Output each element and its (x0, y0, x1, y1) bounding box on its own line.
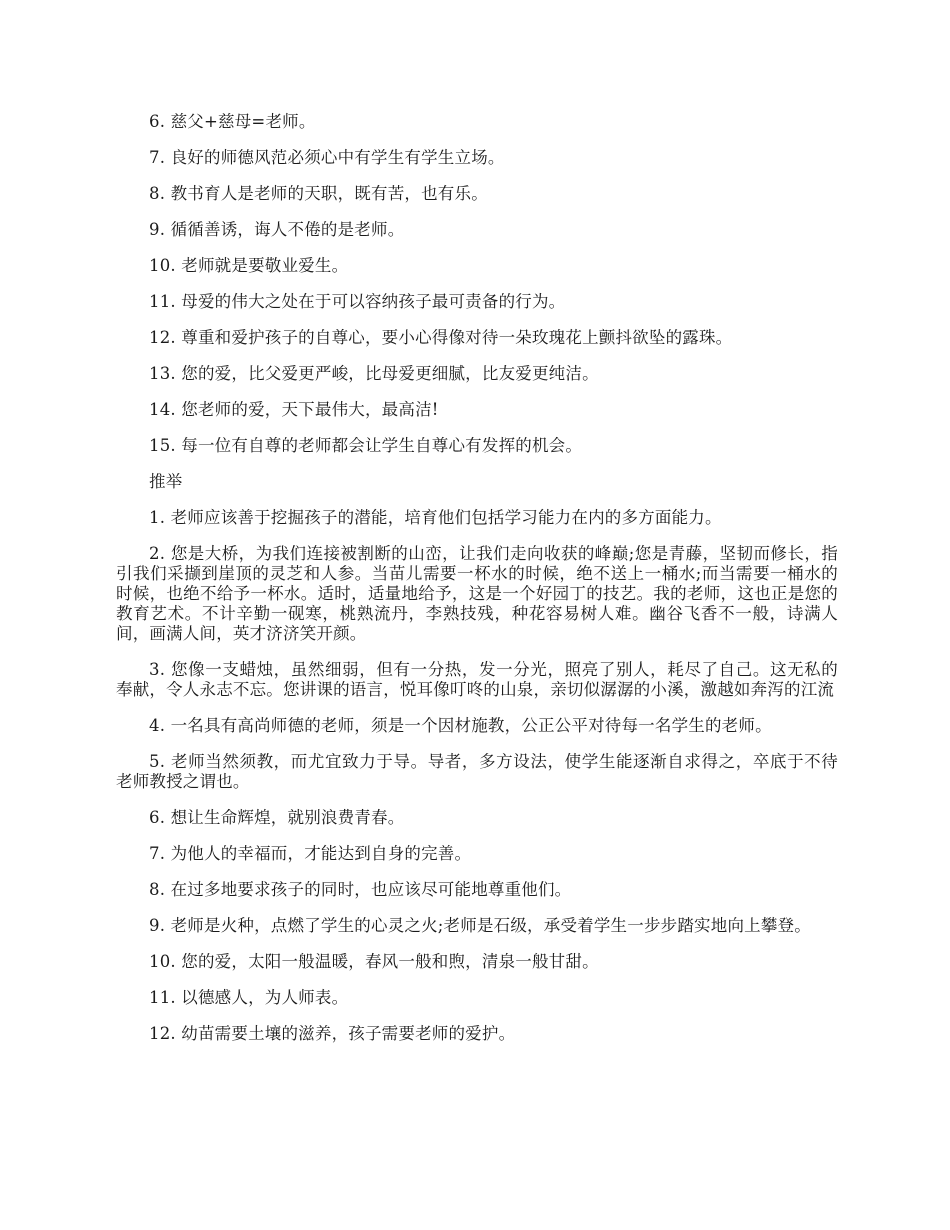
quote-paragraph: 7. 为他人的幸福而，才能达到自身的完善。 (149, 844, 472, 863)
quote-paragraph: 6. 想让生命辉煌，就别浪费青春。 (149, 808, 405, 827)
quote-paragraph: 4. 一名具有高尚师德的老师，须是一个因材施教，公正公平对待每一名学生的老师。 (149, 716, 772, 735)
quote-paragraph: 11. 以德感人，为人师表。 (149, 988, 349, 1007)
quote-paragraph: 8. 教书育人是老师的天职，既有苦，也有乐。 (149, 184, 488, 203)
quote-paragraph: 10. 老师就是要敬业爱生。 (149, 256, 349, 275)
quote-paragraph: 2. 您是大桥，为我们连接被割断的山峦，让我们走向收获的峰巅;您是青藤，坚韧而修长，指引我们采撷到崖顶的灵芝和人参。当苗儿需要一杯水的时候，绝不送上一桶水;而当需要一桶水的时候，也绝不给予一杯水。适时，适量地给予，这是一个好园丁的技艺。我的老师，这也正是您的教育艺术。不计辛勤一砚寒，桃熟流丹，李熟技残，种花容易树人难。幽谷飞香不一般，诗满人间，画满人间，英才济济笑开颜。 (116, 544, 838, 643)
quote-paragraph: 13. 您的爱，比父爱更严峻，比母爱更细腻，比友爱更纯洁。 (149, 364, 599, 383)
quote-paragraph: 3. 您像一支蜡烛，虽然细弱，但有一分热，发一分光，照亮了别人，耗尽了自己。这无私的奉献，令人永志不忘。您讲课的语言，悦耳像叮咚的山泉，亲切似潺潺的小溪，激越如奔泻的江流 (116, 660, 838, 699)
quote-paragraph: 1. 老师应该善于挖掘孩子的潜能，培育他们包括学习能力在内的多方面能力。 (149, 508, 722, 527)
quote-paragraph: 9. 老师是火种，点燃了学生的心灵之火;老师是石级，承受着学生一步步踏实地向上攀登。 (149, 916, 811, 935)
quote-paragraph: 8. 在过多地要求孩子的同时，也应该尽可能地尊重他们。 (149, 880, 572, 899)
quote-paragraph: 15. 每一位有自尊的老师都会让学生自尊心有发挥的机会。 (149, 436, 583, 455)
document-body (116, 112, 838, 1060)
quote-paragraph: 12. 尊重和爱护孩子的自尊心，要小心得像对待一朵玫瑰花上颤抖欲坠的露珠。 (149, 328, 733, 347)
quote-paragraph: 14. 您老师的爱，天下最伟大，最高洁! (149, 400, 439, 419)
quote-paragraph: 11. 母爱的伟大之处在于可以容纳孩子最可责备的行为。 (149, 292, 566, 311)
quote-paragraph: 6. 慈父+慈母=老师。 (149, 112, 316, 131)
quote-paragraph: 5. 老师当然须教，而尤宜致力于导。导者，多方设法，使学生能逐渐自求得之，卒底于不待老师教授之谓也。 (116, 752, 838, 791)
section-heading: 推举 (149, 472, 183, 491)
quote-paragraph: 9. 循循善诱，诲人不倦的是老师。 (149, 220, 405, 239)
quote-paragraph: 7. 良好的师德风范必须心中有学生有学生立场。 (149, 148, 505, 167)
quote-paragraph: 12. 幼苗需要土壤的滋养，孩子需要老师的爱护。 (149, 1024, 516, 1043)
quote-paragraph: 10. 您的爱，太阳一般温暖，春风一般和煦，清泉一般甘甜。 (149, 952, 599, 971)
